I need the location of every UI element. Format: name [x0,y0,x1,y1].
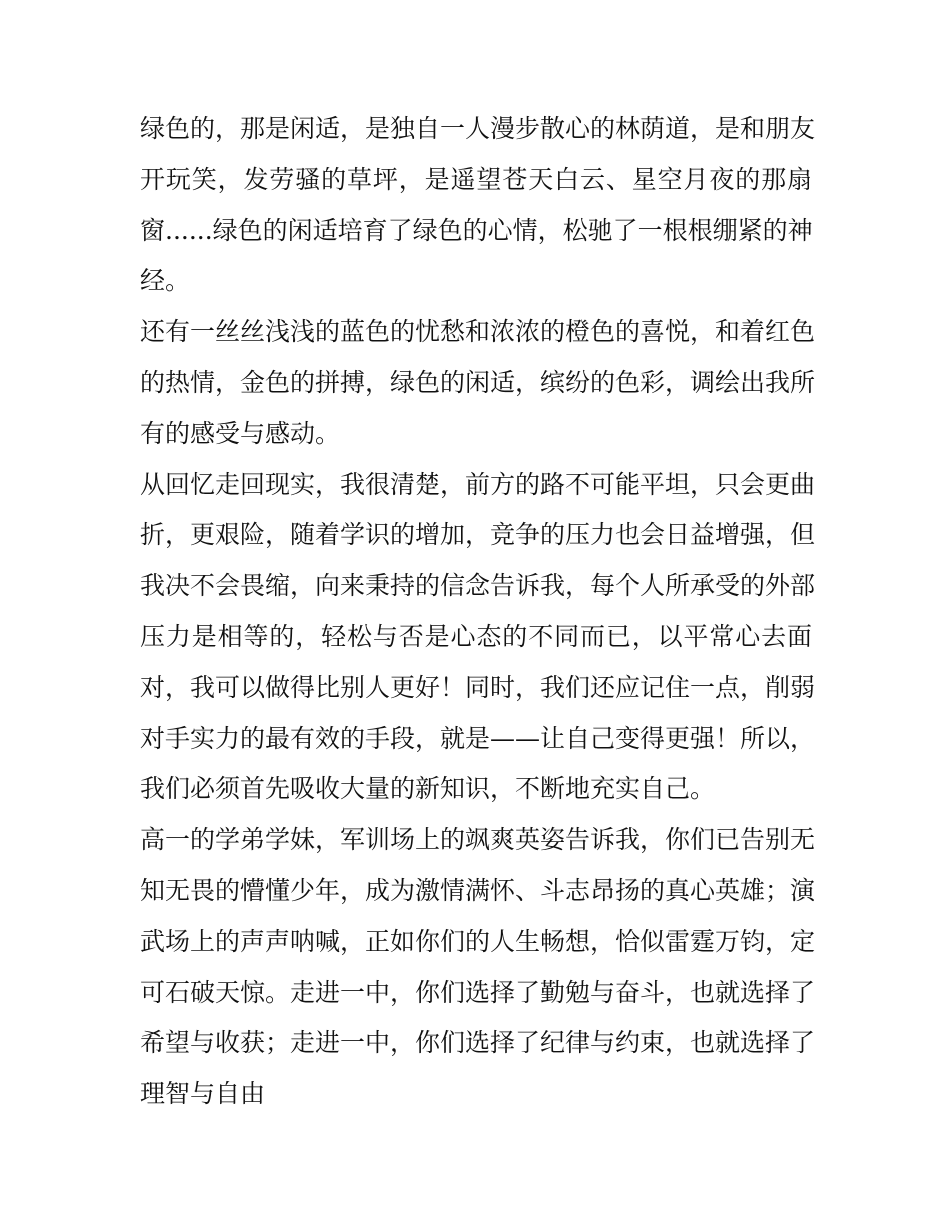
text-line: 知无畏的懵懂少年，成为激情满怀、斗志昂扬的真心英雄；演 [140,875,816,905]
text-line: 压力是相等的，轻松与否是心态的不同而已，以平常心去面 [140,621,812,651]
text-line: 理智与自由 [140,1079,266,1109]
text-line: 经。 [140,266,191,296]
text-line: 我决不会畏缩，向来秉持的信念告诉我，每个人所承受的外部 [140,571,816,601]
text-line: 窗......绿色的闲适培育了绿色的心情，松驰了一根根绷紧的神 [140,215,813,245]
text-line: 有的感受与感动。 [140,418,341,448]
paragraph-freshmen [140,815,816,1120]
text-line: 对手实力的最有效的手段，就是——让自己变得更强！所以， [140,723,816,753]
text-line: 对，我可以做得比别人更好！同时，我们还应记住一点，削弱 [140,672,816,702]
text-line: 绿色的，那是闲适，是独自一人漫步散心的林荫道，是和朋友 [140,114,816,143]
text-line: 我们必须首先吸收大量的新知识，不断地充实自己。 [140,774,716,804]
text-line: 高一的学弟学妹，军训场上的飒爽英姿告诉我，你们已告别无 [140,825,816,855]
text-line: 武场上的声声呐喊，正如你们的人生畅想，恰似雷霆万钧，定 [140,926,816,956]
document-body [140,104,816,1120]
text-line: 折，更艰险，随着学识的增加，竞争的压力也会日益增强，但 [140,520,816,550]
text-line: 从回忆走回现实，我很清楚，前方的路不可能平坦，只会更曲 [140,469,816,499]
text-line: 可石破天惊。走进一中，你们选择了勤勉与奋斗，也就选择了 [140,977,816,1007]
text-line: 希望与收获；走进一中，你们选择了纪律与约束，也就选择了 [140,1028,816,1058]
paragraph-reality [140,460,816,816]
text-line: 开玩笑，发劳骚的草坪，是遥望苍天白云、星空月夜的那扇 [140,164,812,194]
text-line: 还有一丝丝浅浅的蓝色的忧愁和浓浓的橙色的喜悦，和着红色 [140,317,816,347]
paragraph-green-leisure [140,104,816,307]
text-line: 的热情，金色的拼搏，绿色的闲适，缤纷的色彩，调绘出我所 [140,367,816,397]
paragraph-colors [140,307,816,459]
